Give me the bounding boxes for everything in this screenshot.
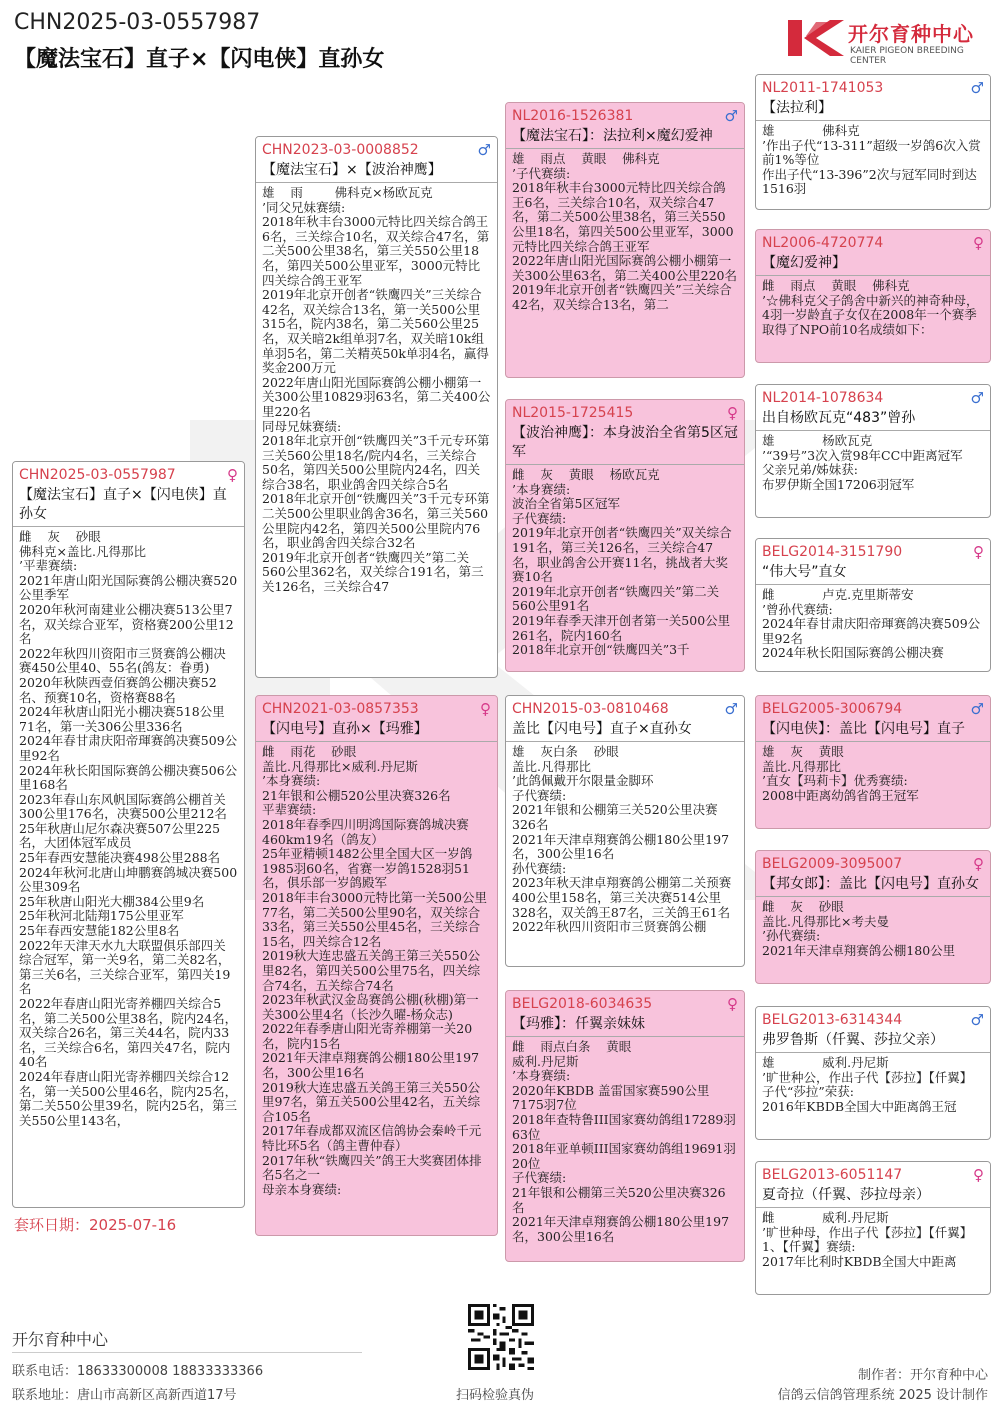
card-ring-row: [512, 107, 738, 125]
card-body: [506, 742, 744, 938]
race-record: ’本身赛绩:: [262, 773, 321, 789]
footer-company-name: 开尔育种中心: [12, 1330, 109, 1349]
pigeon-attributes: 雄 雨 佛科克×杨欧瓦克: [262, 185, 433, 200]
card-body: [506, 1037, 744, 1247]
card-ring-row: [512, 995, 738, 1013]
race-record: 2019年北京开创者“铁鹰四关”三关综合42名，双关综合13名，第一关500公里315名，院内38名，第二关560公里25名，双关暗2k组单羽7名，双关暗10k组单羽5名，第二关精英50k单羽4名，赢得奖金200万元: [262, 287, 489, 376]
race-record: 2019年春季天津开创者第一关500公里261名，院内160名: [512, 612, 731, 643]
female-symbol-icon: ♀: [973, 234, 984, 252]
race-record: 作出子代“13-396”2次与冠军同时到达1516羽: [762, 166, 977, 197]
ring-number: BELG2013-6051147: [762, 1167, 903, 1183]
race-record: 2024年秋长阳国际赛鸽公棚决赛506公里168名: [19, 762, 238, 793]
pigeon-name: 【闪电号】直孙×【玛雅】: [262, 721, 428, 737]
race-record: 2024年秋长阳国际赛鸽公棚决赛: [762, 645, 944, 661]
qr-code-icon[interactable]: [468, 1304, 534, 1370]
race-record-list: [762, 929, 984, 958]
race-record: 2019年北京开创者“铁鹰四关”第二关560公里91名: [512, 583, 720, 614]
great-grandparent-card: [755, 695, 991, 829]
race-record: 21年银和公棚520公里决赛326名: [262, 787, 451, 803]
card-header: [756, 75, 990, 121]
race-record: 子代赛绩:: [512, 787, 567, 803]
qr-caption: 扫码检验真伪: [456, 1388, 535, 1403]
card-body: [756, 1208, 990, 1272]
race-record: 2022年唐山阳光国际赛鸽公棚小棚第一关300公里10829羽63名，第二关400公里220名: [262, 374, 491, 419]
race-record: 25年春西安慧能182公里8名: [19, 923, 180, 939]
race-record: 子代赛绩:: [512, 1170, 567, 1186]
race-record: 2024年春甘肃庆阳帝琿赛鸽决赛509公里92名: [762, 616, 981, 646]
race-record: ’作出子代“13-311”超级一岁鸽6次入赏前1%等位: [762, 137, 981, 168]
card-body: [756, 742, 990, 806]
race-record: 2020年KBDB 盖雷国家赛590公里7175羽7位: [512, 1082, 710, 1113]
race-record-list: [512, 774, 738, 935]
sire-card: [255, 136, 498, 678]
card-ring-row: [512, 700, 738, 718]
pigeon-attributes: 雄 杨欧瓦克: [762, 433, 873, 448]
race-record: 2024年春唐山阳光寄养棚四关综合12名，第一关500公里46名，院内25名，第二关550公里39名，院内25名，第三关550公里143名，: [19, 1068, 238, 1128]
great-grandparent-card: [755, 384, 991, 518]
pigeon-attributes: 雌 卢克.克里斯蒂安: [762, 587, 914, 602]
race-record-list: [19, 559, 238, 1128]
card-header: [756, 696, 990, 742]
pigeon-attributes: 盖比.凡得那比×考夫曼: [762, 913, 889, 929]
pigeon-attributes: 雌 灰 砂眼: [19, 529, 101, 544]
pigeon-name: 出自杨欧瓦克“483”曾孙: [762, 410, 916, 426]
female-symbol-icon: ♀: [227, 466, 238, 484]
pigeon-name: 【魔法宝石】直子×【闪电侠】直孙女: [19, 487, 227, 522]
card-body: [756, 121, 990, 200]
card-header: [506, 696, 744, 742]
card-ring-row: [762, 855, 984, 873]
race-record-list: [512, 1069, 738, 1244]
male-symbol-icon: ♂: [970, 79, 984, 97]
pigeon-attributes: 雌 雨点 黄眼 佛科克: [762, 278, 910, 293]
race-record: 2022年天津天水九大联盟俱乐部四关综合冠军，第一关9名，第二关82名，第三关6名，三关综合亚军，第四关19名: [19, 937, 231, 997]
race-record: ’平辈赛绩:: [19, 558, 78, 574]
race-record: 2019年北京开创者“铁鹰四关”双关综合191名，第三关126名，三关综合47名，职业鸽舍公开赛11名，挑战者大奖赛10名: [512, 525, 732, 585]
male-symbol-icon: ♂: [970, 700, 984, 718]
ring-number: NL2014-1078634: [762, 390, 884, 406]
pedigree-title: 【魔法宝石】直子×【闪电侠】直孙女: [14, 47, 385, 72]
race-record: 2018年秋丰台3000元特比四关综合鸽王6名，三关综合10名，双关综合47名，第二关500公里38名，第三关550公里18名，第四关500公里亚军，3000元特比四关综合鸽王亚军: [262, 214, 490, 288]
race-record: ’曾孙代赛绩:: [762, 601, 833, 617]
card-header: [756, 539, 990, 585]
pigeon-attributes: 盖比.凡得那比×威利.丹尼斯: [262, 758, 418, 774]
race-record: 25年秋河北陆翔175公里亚军: [19, 908, 184, 924]
ring-number: NL2015-1725415: [512, 405, 634, 421]
race-record: 2018年亚单顿III国家赛幼鸽组19691羽20位: [512, 1141, 736, 1171]
race-record: 2019秋大连忠盛五关鸽王第三关550公里82名，第四关500公里75名，四关综合74名，五关综合74名: [262, 948, 481, 993]
race-record: 2021年天津卓翔赛鸽公棚180公里197名，300公里16名: [512, 831, 730, 862]
card-header: [256, 696, 497, 742]
brand-name: 开尔育种中心: [848, 22, 974, 46]
race-record: ’本身赛绩:: [512, 1068, 571, 1084]
race-record: 2022年春唐山阳光寄养棚四关综合5名，第二关500公里38名，院内24名，双关综合26名，第三关44名，院内33名，三关综合6名，第四关47名，院内40名: [19, 996, 238, 1070]
pigeon-name: 【法拉利】: [762, 100, 832, 116]
pigeon-name: 【玛雅】：仟翼亲妹妹: [512, 1016, 645, 1032]
sire-sire-card: [505, 102, 745, 378]
male-symbol-icon: ♂: [724, 700, 738, 718]
footer-divider: [12, 1352, 362, 1353]
race-record: 孙代赛绩:: [512, 860, 567, 876]
card-ring-row: [512, 404, 738, 422]
race-record: 子代赛绩:: [512, 510, 567, 526]
card-body: [756, 431, 990, 495]
card-ring-row: [262, 141, 491, 159]
pigeon-name: 弗罗鲁斯（仟翼、莎拉父亲）: [762, 1032, 944, 1048]
pigeon-attributes: 盖比.凡得那比: [762, 758, 841, 774]
race-record: 2019年北京开创者“铁鹰四关”第二关560公里362名，双关综合191名，第三关126名，三关综合47: [262, 549, 484, 595]
card-body: [506, 465, 744, 661]
race-record: 2022年春季唐山阳光寄养棚第一关20名，院内15名: [262, 1021, 473, 1051]
female-symbol-icon: ♀: [973, 1166, 984, 1184]
race-record: 2019年北京开创者“铁鹰四关”三关综合42名，双关综合13名，第二: [512, 282, 732, 312]
race-record: ’☆佛科克父子鸽舍中新兴的神奇种母， 4羽一岁龄直子女仅在2008年一个赛季取得了NPO前10名成绩如下：: [762, 292, 979, 337]
card-header: [756, 851, 990, 897]
card-ring-row: [762, 1166, 984, 1184]
brand-name-en: KAIER PIGEON BREEDING CENTER: [850, 46, 964, 66]
dam-dam-card: [505, 990, 745, 1262]
male-symbol-icon: ♂: [970, 1011, 984, 1029]
ring-number: NL2006-4720774: [762, 235, 884, 251]
race-record-list: [762, 1071, 984, 1115]
card-header: [756, 1007, 990, 1053]
card-body: [756, 276, 990, 340]
race-record: ’直女【玛莉卡】优秀赛绩:: [762, 773, 908, 789]
pigeon-attributes: 雌 威利.丹尼斯: [762, 1210, 889, 1225]
pigeon-attributes: 雄 灰 黄眼: [762, 744, 844, 759]
card-header: [506, 991, 744, 1037]
card-ring-row: [762, 234, 984, 252]
ring-number: BELG2005-3006794: [762, 701, 903, 717]
pigeon-attributes: 盖比.凡得那比: [512, 758, 591, 774]
male-symbol-icon: ♂: [724, 107, 738, 125]
card-ring-row: [262, 700, 491, 718]
race-record: 2018年北京开创“铁鹰四关”3千元专环第三关560公里18名/院内4名，三关综合50名，第四关500公里院内24名，四关综合38名，职业鸽舍四关综合5名: [262, 433, 490, 492]
race-record: ’旷世种母，作出子代【莎拉】【仟翼】: [762, 1224, 973, 1240]
card-header: [506, 400, 744, 465]
subject-card: [12, 461, 245, 1208]
card-body: [256, 742, 497, 1200]
female-symbol-icon: ♀: [727, 404, 738, 422]
race-record: 2019秋大连忠盛五关鸽王第三关550公里97名，第五关500公里42名，五关综合105名: [262, 1079, 481, 1124]
race-record-list: [762, 449, 984, 493]
card-body: [756, 585, 990, 664]
race-record: ’此鸽佩戴开尔限量金脚环: [512, 773, 654, 789]
race-record: 2018年春季四川明鸿国际赛鸽城决赛460km19名（鸽友）: [262, 816, 469, 847]
race-record: 1、【仟翼】赛绩:: [762, 1239, 856, 1255]
race-record: 子代“莎拉”荣获:: [762, 1084, 854, 1100]
race-record: 2018年丰台3000元特比第一关500公里77名，第二关500公里90名，双关综合33名，第三关550公里45名，三关综合15名，四关综合12名: [262, 889, 487, 949]
pigeon-name: 【魔法宝石】×【波治神鹰】: [262, 162, 442, 178]
race-record: 2022年唐山阳光国际赛鸽公棚小棚第一关300公里63名，第二关400公里220名: [512, 253, 737, 283]
race-record: 母亲本身赛绩:: [262, 1181, 342, 1197]
race-record: ’孙代赛绩:: [762, 928, 821, 944]
race-record: 2023年春山东风帆国际赛鸽公棚首关300公里176名，决赛500公里212名: [19, 791, 227, 822]
card-body: [506, 149, 744, 316]
race-record: ’旷世种公，作出子代【莎拉】【仟翼】: [762, 1069, 973, 1085]
great-grandparent-card: [755, 1161, 991, 1295]
race-record-list: [762, 1226, 984, 1270]
race-record: 2021年银和公棚第三关520公里决赛326名: [512, 802, 718, 832]
pigeon-attributes: 雌 雨花 砂眼: [262, 744, 357, 759]
race-record: 2017年春成都双流区信鸽协会秦岭千元特比环5名（鸽主曹仲春）: [262, 1123, 482, 1154]
female-symbol-icon: ♀: [973, 855, 984, 873]
card-header: [506, 103, 744, 149]
pigeon-name: 【波治神鹰】：本身波治全省第5区冠军: [512, 425, 738, 460]
race-record: 2021年天津卓翔赛鸽公棚180公里197名，300公里16名: [512, 1214, 730, 1244]
race-record: 2023年秋武汉金岛赛鸽公棚(秋棚)第一关300公里4名（长沙久曜-杨众志): [262, 992, 479, 1022]
ring-number: CHN2021-03-0857353: [262, 701, 419, 717]
card-header: [256, 137, 497, 183]
race-record: 2024年秋河北唐山坤鹏赛鸽城决赛500公里309名: [19, 864, 238, 895]
pigeon-name: 【魔幻爱神】: [762, 255, 846, 271]
race-record: 2018年查特鲁III国家赛幼鸽组17289羽63位: [512, 1111, 736, 1142]
ring-number: BELG2018-6034635: [512, 996, 653, 1012]
pigeon-attributes: 雄 灰白条 砂眼: [512, 744, 619, 759]
pigeon-name: 【邦女郎】：盖比【闪电号】直孙女: [762, 876, 979, 892]
race-record: 25年亚精顿1482公里全国大区一岁鸽1985羽60名，省赛一岁鸽1528羽51名，俱乐部一岁鸽殿军: [262, 846, 473, 891]
great-grandparent-card: [755, 538, 991, 672]
race-record-list: [762, 774, 984, 803]
race-record: 2018年秋丰台3000元特比四关综合鸽王6名，三关综合10名，双关综合47名，第二关500公里38名，第三关550公里18名，第四关500公里亚军，3000元特比四关综合鸽王亚军: [512, 180, 734, 254]
dam-card: [255, 695, 498, 1236]
race-record: ’本身赛绩:: [512, 481, 571, 497]
race-record: 2021年天津卓翔赛鸽公棚180公里197名，300公里16名: [262, 1050, 480, 1081]
card-body: [256, 183, 497, 598]
ring-number: NL2016-1526381: [512, 108, 634, 124]
race-record: 2017年秋“铁鹰四关”鸽王大奖赛团体排名5名之一: [262, 1152, 482, 1183]
race-record: 父亲兄弟/姊妹获:: [762, 462, 858, 478]
race-record-list: [262, 201, 491, 595]
race-record: 2022年秋四川资阳市三贤赛鸽公棚: [512, 919, 707, 935]
card-body: [756, 1053, 990, 1117]
card-body: [756, 897, 990, 961]
footer-phone: 联系电话：18633300008 18833333366: [12, 1364, 264, 1379]
race-record-list: [762, 139, 984, 197]
pedigree-ring-id: CHN2025-03-0557987: [14, 10, 261, 35]
race-record: 25年秋唐山尼尔森决赛507公里225名，大团体冠军成员: [19, 820, 221, 851]
footer-maker: 制作者：开尔育种中心: [857, 1368, 988, 1383]
pigeon-name: “伟大号”直女: [762, 564, 847, 580]
pigeon-name: 夏奇拉（仟翼、莎拉母亲）: [762, 1187, 930, 1203]
card-body: [13, 527, 244, 1131]
race-record: 2018年北京开创“铁鹰四关”3千: [512, 642, 690, 658]
race-record: 2021年唐山阳光国际赛鸽公棚决赛520公里季军: [19, 572, 238, 603]
race-record: 2024年春甘肃庆阳帝琿赛鸽决赛509公里92名: [19, 733, 238, 763]
pigeon-attributes: 雄 威利.丹尼斯: [762, 1055, 889, 1070]
race-record: 同母兄妹赛绩:: [262, 418, 342, 434]
footer-address: 联系地址：唐山市高新区高新西道17号: [12, 1388, 237, 1403]
footer-system: 信鸽云信鸽管理系统 2025 设计制作: [777, 1388, 988, 1403]
card-header: [756, 230, 990, 276]
dam-sire-card: [505, 695, 745, 967]
great-grandparent-card: [755, 1006, 991, 1140]
race-record: ’子代赛绩:: [512, 165, 571, 181]
ring-number: BELG2009-3095007: [762, 856, 903, 872]
pigeon-attributes: 雌 灰 砂眼: [762, 899, 844, 914]
pigeon-attributes: 佛科克×盖比.凡得那比: [19, 543, 146, 559]
ring-number: BELG2013-6314344: [762, 1012, 903, 1028]
race-record: 2022年秋四川资阳市三贤赛鸽公棚决赛450公里40、55名(鸽友：眷勇): [19, 645, 226, 676]
female-symbol-icon: ♀: [727, 995, 738, 1013]
card-ring-row: [762, 543, 984, 561]
pigeon-attributes: 雄 佛科克: [762, 123, 860, 138]
race-record: ’同父兄妹赛绩:: [262, 199, 346, 215]
card-ring-row: [762, 79, 984, 97]
ring-date: 套环日期：2025-07-16: [14, 1216, 177, 1234]
race-record-list: [762, 603, 984, 661]
ring-number: CHN2023-03-0008852: [262, 142, 419, 158]
pigeon-attributes: 雄 雨点 黄眼 佛科克: [512, 151, 660, 166]
race-record: 2021年天津卓翔赛鸽公棚180公里: [762, 942, 956, 958]
male-symbol-icon: ♂: [970, 389, 984, 407]
ring-number: CHN2015-03-0810468: [512, 701, 669, 717]
great-grandparent-card: [755, 850, 991, 984]
race-record-list: [512, 167, 738, 313]
card-ring-row: [762, 700, 984, 718]
race-record: 2018年北京开创“铁鹰四关”3千元专环第二关500公里职业鸽舍36名，第三关560公里院内42名，第四关500公里院内76名，职业鸽舍四关综合32名: [262, 491, 490, 551]
male-symbol-icon: ♂: [477, 141, 491, 159]
card-ring-row: [762, 1011, 984, 1029]
race-record: 2020年秋陕西壹佰赛鸽公棚决赛52名、预赛10名，资格赛88名: [19, 674, 217, 705]
race-record: 2024年秋唐山阳光小棚决赛518公里71名，第一关306公里336名: [19, 704, 225, 734]
great-grandparent-card: [755, 229, 991, 363]
pigeon-name: 【魔法宝石】：法拉利×魔幻爱神: [512, 128, 713, 144]
race-record: 2017年比利时KBDB全国大中距离: [762, 1253, 957, 1269]
pigeon-attributes: 威利.丹尼斯: [512, 1053, 579, 1069]
race-record-list: [762, 294, 984, 338]
sire-dam-card: [505, 399, 745, 672]
race-record-list: [512, 483, 738, 658]
card-header: [756, 1162, 990, 1208]
pigeon-attributes: 雌 雨点白条 黄眼: [512, 1039, 632, 1054]
pigeon-name: 【闪电侠】：盖比【闪电号】直子: [762, 721, 965, 737]
card-ring-row: [19, 466, 238, 484]
pigeon-attributes: 雌 灰 黄眼 杨欧瓦克: [512, 467, 660, 482]
card-ring-row: [762, 389, 984, 407]
race-record: 25年春西安慧能决赛498公里288名: [19, 850, 221, 866]
race-record-list: [262, 774, 491, 1197]
race-record: 波治全省第5区冠军: [512, 496, 620, 512]
race-record: 2008中距离幼鸽省鸽王冠军: [762, 787, 919, 803]
ring-number: CHN2025-03-0557987: [19, 467, 176, 483]
race-record: ’“39号”3次入赏98年CC中距离冠军: [762, 447, 963, 463]
race-record: 2016年KBDB全国大中距离鸽王冠: [762, 1098, 957, 1114]
female-symbol-icon: ♀: [973, 543, 984, 561]
card-header: [13, 462, 244, 527]
great-grandparent-card: [755, 74, 991, 210]
ring-number: NL2011-1741053: [762, 80, 884, 96]
race-record: 2020年秋河南建业公棚决赛513公里7名，双关综合亚军，资格赛200公里12名: [19, 601, 234, 647]
ring-number: BELG2014-3151790: [762, 544, 903, 560]
race-record: 21年银和公棚第三关520公里决赛326名: [512, 1184, 726, 1215]
race-record: 布罗伊斯全国17206羽冠军: [762, 476, 915, 492]
race-record: 平辈赛绩:: [262, 802, 317, 818]
race-record: 25年秋唐山阳光大棚384公里9名: [19, 893, 205, 909]
card-header: [756, 385, 990, 431]
pigeon-name: 盖比【闪电号】直子×直孙女: [512, 721, 692, 737]
race-record: 2023年秋天津卓翔赛鸽公棚第二关预赛400公里158名，第三关决赛514公里328名，双关鸽王87名，三关鸽王61名: [512, 875, 732, 920]
female-symbol-icon: ♀: [480, 700, 491, 718]
